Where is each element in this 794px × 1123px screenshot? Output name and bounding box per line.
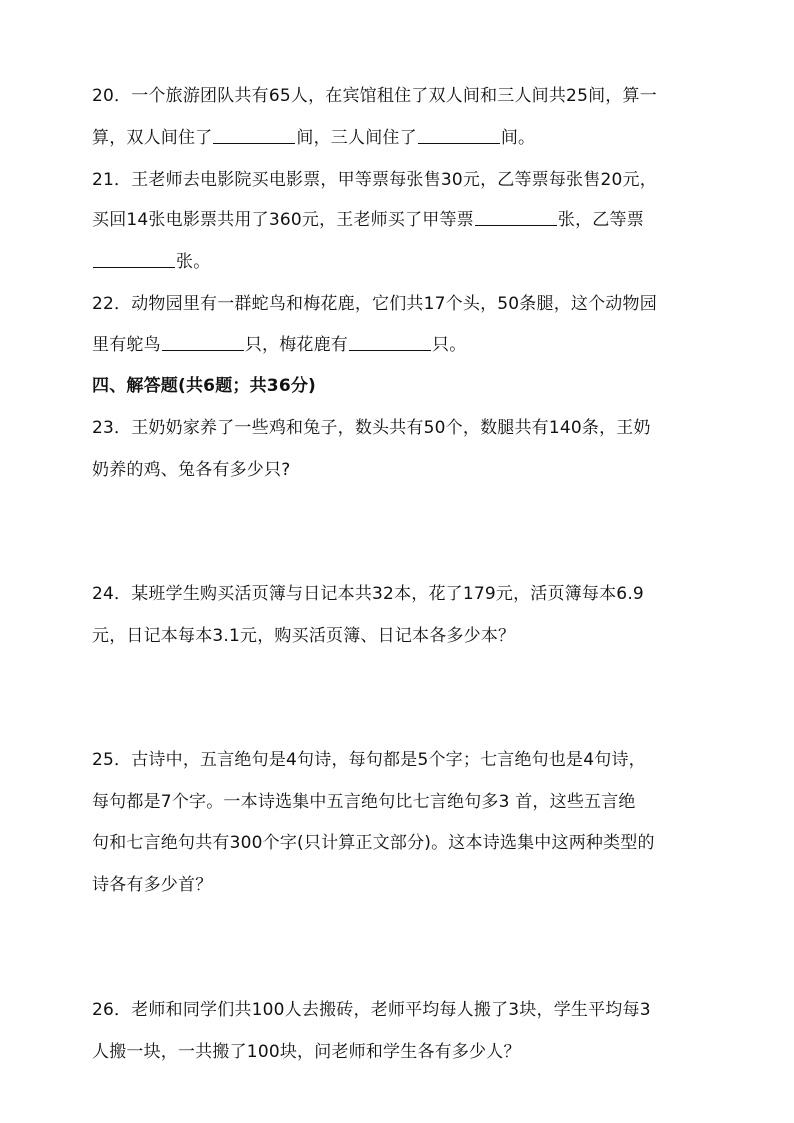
question-22-line-2 [92,333,712,357]
question-24-line-1: 24．某班学生购买活页簿与日记本共32本，花了179元，活页簿每本6.9 [92,584,644,604]
question-22-line-1: 22．动物园里有一群蛇鸟和梅花鹿，它们共17个头，50条腿，这个动物园 [92,294,657,314]
question-20-text-a: 算，双人间住了 [92,128,213,148]
question-20-blank-triple-rooms[interactable] [418,126,500,144]
question-20-blank-double-rooms[interactable] [213,126,295,144]
question-21-line-3 [92,250,712,274]
question-20-text-c: 间。 [500,128,536,148]
question-20-line-2 [92,126,712,150]
question-20-text-b: 间，三人间住了 [296,128,417,148]
question-25-line-2: 每句都是7个字。一本诗选集中五言绝句比七言绝句多3 首，这些五言绝 [92,792,636,812]
question-26-line-1: 26．老师和同学们共100人去搬砖，老师平均每人搬了3块，学生平均每3 [92,1000,651,1020]
question-21-line-2 [92,208,712,232]
question-23-line-2: 奶养的鸡、兔各有多少只? [92,460,291,480]
question-21-blank-first-class[interactable] [475,208,557,226]
question-23-line-1: 23．王奶奶家养了一些鸡和兔子，数头共有50个，数腿共有140条，王奶 [92,418,651,438]
question-25-line-3: 句和七言绝句共有300个字(只计算正文部分)。这本诗选集中这两种类型的 [92,833,655,853]
question-20-line-1: 20．一个旅游团队共有65人，在宾馆租住了双人间和三人间共25间，算一 [92,86,657,106]
question-25-line-1: 25．古诗中，五言绝句是4句诗，每句都是5个字；七言绝句也是4句诗， [92,750,646,770]
question-21-text-b: 张，乙等票 [557,210,644,230]
question-21-blank-second-class[interactable] [93,250,175,268]
question-24-line-2: 元，日记本每本3.1元，购买活页簿、日记本各多少本？ [92,626,516,646]
question-25-line-4: 诗各有多少首？ [92,875,213,895]
question-21-line-1: 21．王老师去电影院买电影票，甲等票每张售30元，乙等票每张售20元， [92,170,657,190]
question-22-text-a: 里有鸵鸟 [92,335,161,355]
question-26-line-2: 人搬一块，一共搬了100块，问老师和学生各有多少人？ [92,1042,521,1062]
question-21-text-c: 张。 [176,252,211,272]
question-22-blank-deer[interactable] [349,333,431,351]
section-4-heading: 四、解答题(共6题；共36分) [92,376,317,396]
question-21-text-a: 买回14张电影票共用了360元，王老师买了甲等票 [92,210,474,230]
question-22-text-c: 只。 [432,335,467,355]
question-22-blank-ostriches[interactable] [162,333,244,351]
question-22-text-b: 只，梅花鹿有 [244,335,349,355]
